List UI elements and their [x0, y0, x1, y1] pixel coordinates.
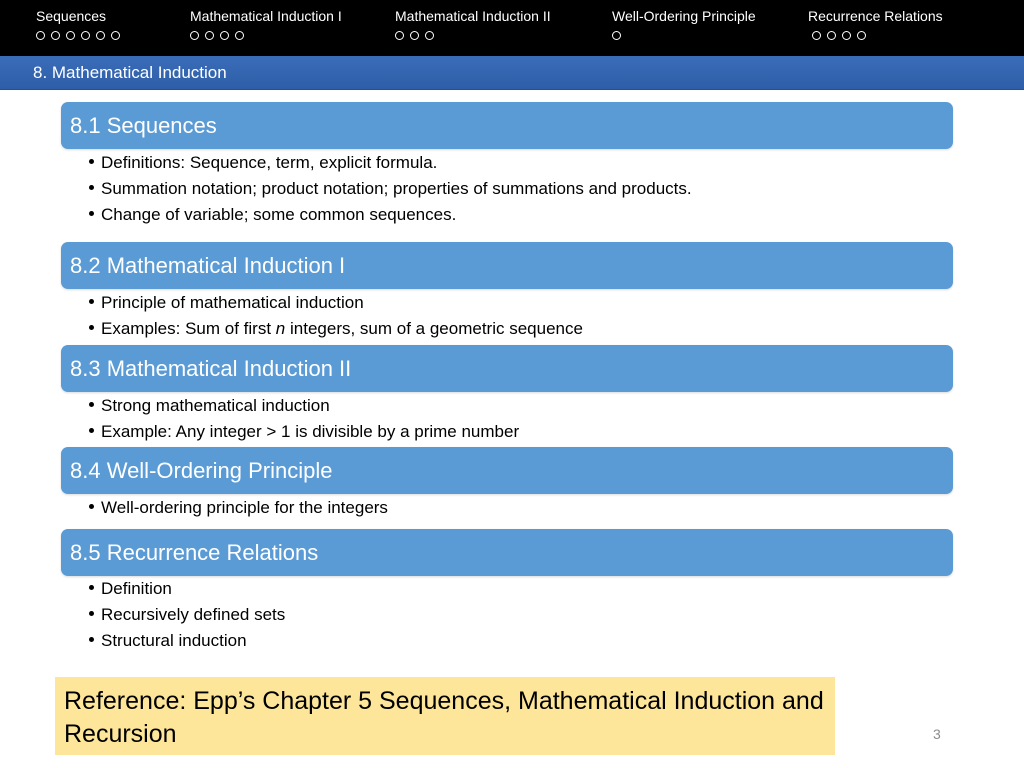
nav-title-sequences[interactable]: Sequences — [36, 8, 107, 24]
bullet-item: Example: Any integer > 1 is divisible by a prime number — [87, 419, 519, 445]
nav-dot[interactable] — [842, 31, 851, 40]
bullet-list-recurrence — [87, 576, 285, 654]
nav-dot[interactable] — [812, 31, 821, 40]
reference-text: Reference: Epp’s Chapter 5 Sequences, Mathematical Induction and Recursion — [64, 687, 824, 748]
nav-dot[interactable] — [190, 31, 199, 40]
nav-dot[interactable] — [857, 31, 866, 40]
nav-title-induction-i[interactable]: Mathematical Induction I — [190, 8, 342, 24]
block-header-induction-i — [61, 242, 953, 289]
nav-dot[interactable] — [205, 31, 214, 40]
nav-dot[interactable] — [81, 31, 90, 40]
bullet-text: integers, sum of a geometric sequence — [290, 319, 583, 338]
bullet-text-italic: n — [275, 319, 286, 338]
block-header-recurrence — [61, 529, 953, 576]
bullet-item: Structural induction — [87, 628, 285, 654]
nav-dot[interactable] — [612, 31, 621, 40]
navigation-bar — [0, 0, 1024, 56]
nav-section-sequences[interactable] — [36, 7, 120, 43]
bullet-list-induction-ii — [87, 393, 519, 445]
block-title: 8.5 Recurrence Relations — [70, 540, 319, 565]
nav-dots-induction-i — [190, 31, 342, 43]
nav-dots-induction-ii — [395, 31, 551, 43]
bullet-item: Recursively defined sets — [87, 602, 285, 628]
block-title: 8.2 Mathematical Induction I — [70, 253, 346, 278]
nav-dots-well-ordering — [612, 31, 756, 43]
bullet-item: Definitions: Sequence, term, explicit formula. — [87, 150, 692, 176]
bullet-list-well-ordering — [87, 495, 388, 521]
bullet-list-sequences — [87, 150, 692, 228]
bullet-item: Principle of mathematical induction — [87, 290, 583, 316]
bullet-item — [87, 316, 583, 342]
nav-dot[interactable] — [66, 31, 75, 40]
nav-section-well-ordering[interactable] — [612, 7, 756, 43]
block-header-induction-ii — [61, 345, 953, 392]
nav-section-induction-i[interactable] — [190, 7, 342, 43]
section-title: 8. Mathematical Induction — [33, 63, 227, 82]
nav-dot[interactable] — [410, 31, 419, 40]
nav-dot[interactable] — [111, 31, 120, 40]
nav-dots-sequences — [36, 31, 120, 43]
bullet-item: Definition — [87, 576, 285, 602]
block-title: 8.4 Well-Ordering Principle — [70, 458, 333, 483]
nav-dot[interactable] — [425, 31, 434, 40]
nav-section-induction-ii[interactable] — [395, 7, 551, 43]
block-header-well-ordering — [61, 447, 953, 494]
nav-title-well-ordering[interactable]: Well-Ordering Principle — [612, 8, 756, 24]
bullet-item: Strong mathematical induction — [87, 393, 519, 419]
page-number: 3 — [933, 726, 941, 742]
bullet-item: Summation notation; product notation; properties of summations and products. — [87, 176, 692, 202]
block-header-sequences — [61, 102, 953, 149]
nav-dots-recurrence — [808, 31, 943, 43]
nav-dot[interactable] — [96, 31, 105, 40]
nav-section-recurrence[interactable] — [808, 7, 943, 43]
block-title: 8.1 Sequences — [70, 113, 217, 138]
nav-dot[interactable] — [220, 31, 229, 40]
nav-dot[interactable] — [51, 31, 60, 40]
bullet-item: Well-ordering principle for the integers — [87, 495, 388, 521]
nav-dot[interactable] — [395, 31, 404, 40]
reference-box — [55, 677, 835, 755]
bullet-item: Change of variable; some common sequences. — [87, 202, 692, 228]
nav-title-induction-ii[interactable]: Mathematical Induction II — [395, 8, 551, 24]
nav-title-recurrence[interactable]: Recurrence Relations — [808, 8, 943, 24]
bullet-list-induction-i — [87, 290, 583, 342]
nav-dot[interactable] — [827, 31, 836, 40]
nav-dot[interactable] — [36, 31, 45, 40]
bullet-text: Examples: Sum of first — [101, 319, 272, 338]
block-title: 8.3 Mathematical Induction II — [70, 356, 352, 381]
nav-dot[interactable] — [235, 31, 244, 40]
section-header-bar — [0, 56, 1024, 90]
